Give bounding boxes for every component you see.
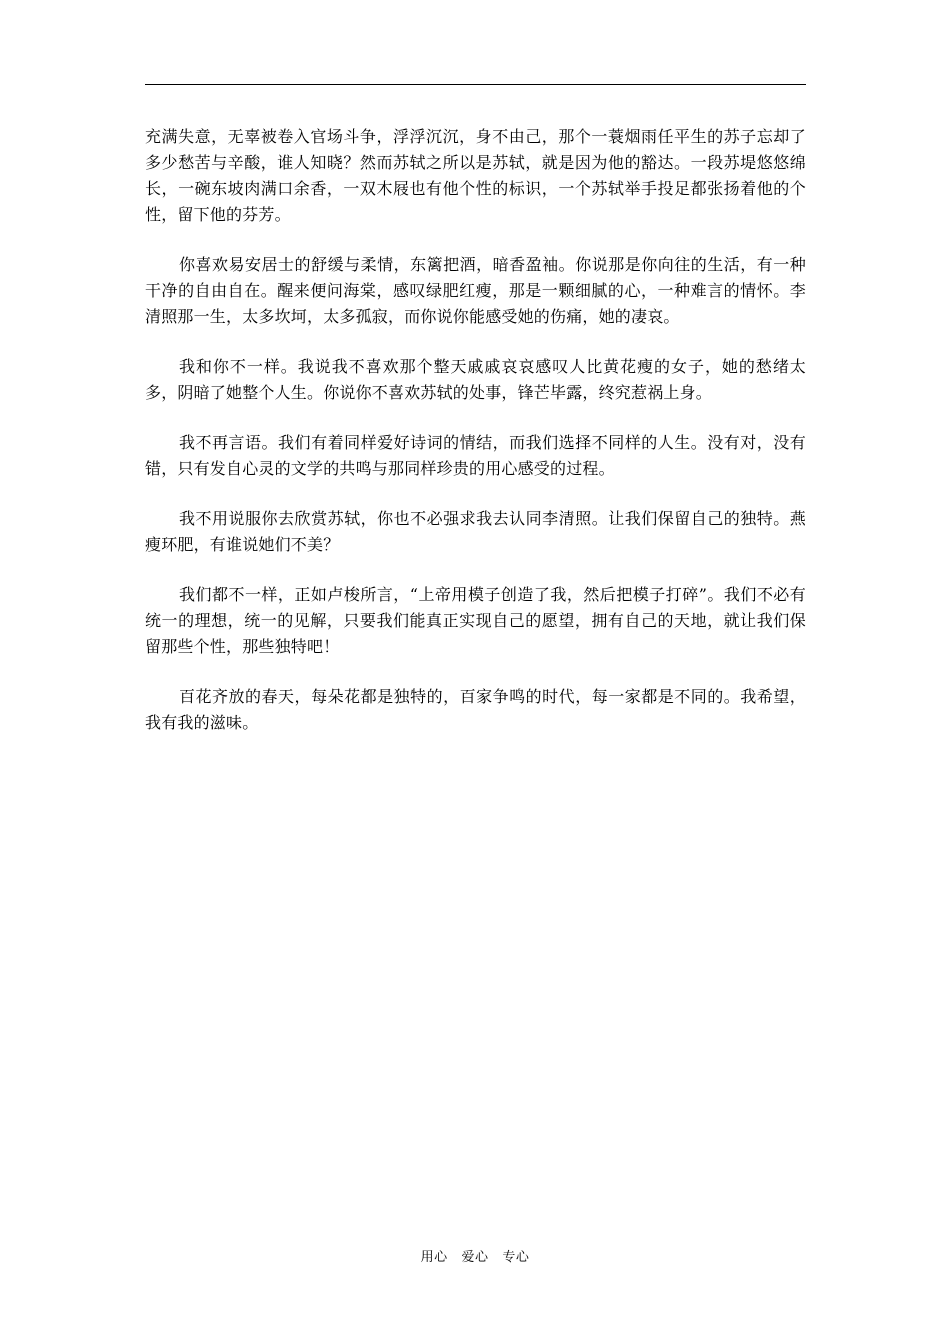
paragraph-6: 我们都不一样，正如卢梭所言，“上帝用模子创造了我，然后把模子打碎”。我们不必有统一的理想，统一的见解，只要我们能真正实现自己的愿望，拥有自己的天地，就让我们保留那些个性，那些独特吧！ (145, 585, 806, 656)
paragraph-7: 百花齐放的春天，每朵花都是独特的，百家争鸣的时代，每一家都是不同的。我希望，我有我的滋味。 (145, 687, 806, 732)
paragraph-1: 充满失意，无辜被卷入官场斗争，浮浮沉沉，身不由己，那个一蓑烟雨任平生的苏子忘却了多少愁苦与辛酸，谁人知晓？然而苏轼之所以是苏轼，就是因为他的豁达。一段苏堤悠悠绵长，一碗东坡肉满口余香，一双木屐也有他个性的标识，一个苏轼举手投足都张扬着他的个性，留下他的芬芳。 (145, 127, 806, 224)
paragraph-2: 你喜欢易安居士的舒缓与柔情，东篱把酒，暗香盈袖。你说那是你向往的生活，有一种干净的自由自在。醒来便问海棠，感叹绿肥红瘦，那是一颗细腻的心，一种难言的情怀。李清照那一生，太多坎坷，太多孤寂，而你说你能感受她的伤痛，她的凄哀。 (145, 255, 806, 326)
header-rule (145, 84, 806, 85)
document-body (145, 124, 806, 760)
paragraph-4: 我不再言语。我们有着同样爱好诗词的情结，而我们选择不同样的人生。没有对，没有错，只有发自心灵的文学的共鸣与那同样珍贵的用心感受的过程。 (145, 433, 806, 478)
page-footer: 用心 爱心 专心 (420, 1250, 530, 1265)
paragraph-5: 我不用说服你去欣赏苏轼，你也不必强求我去认同李清照。让我们保留自己的独特。燕瘦环肥，有谁说她们不美？ (145, 509, 806, 554)
paragraph-3: 我和你不一样。我说我不喜欢那个整天戚戚哀哀感叹人比黄花瘦的女子，她的愁绪太多，阴暗了她整个人生。你说你不喜欢苏轼的处事，锋芒毕露，终究惹祸上身。 (145, 357, 806, 402)
